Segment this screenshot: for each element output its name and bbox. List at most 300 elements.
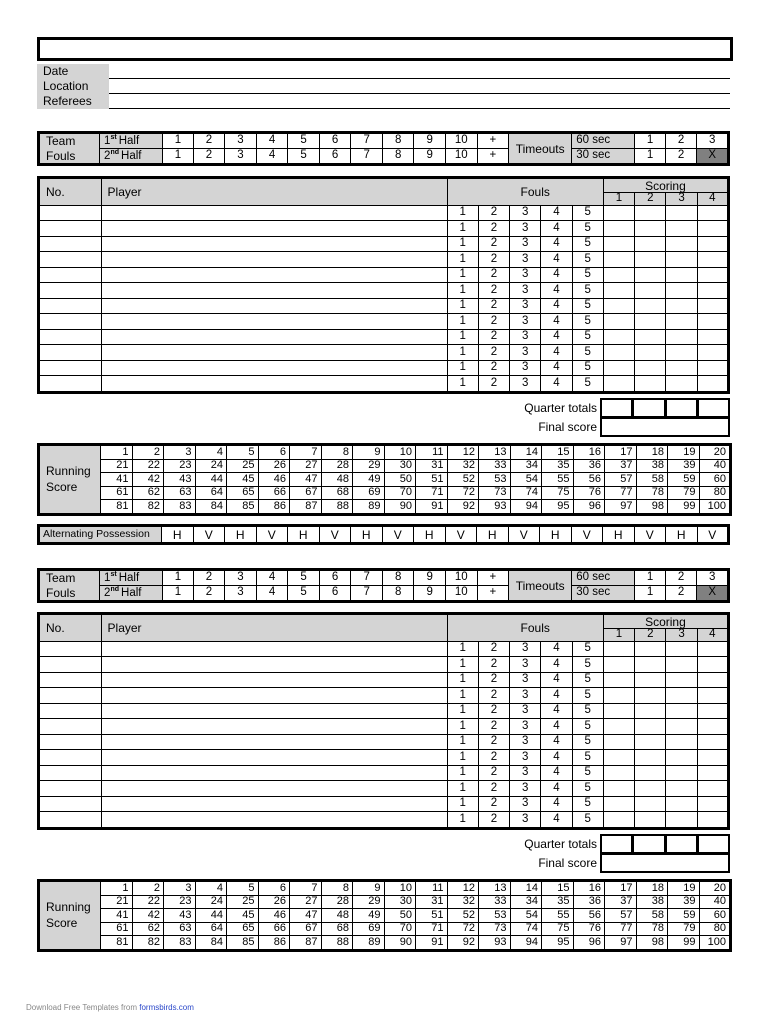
team-foul-box[interactable]: 7: [351, 149, 383, 165]
player-foul-box[interactable]: 2: [478, 298, 509, 314]
running-score-cell[interactable]: 70: [384, 486, 416, 500]
team-foul-box[interactable]: 5: [288, 570, 320, 586]
running-score-cell[interactable]: 56: [573, 473, 605, 487]
player-name-cell[interactable]: [101, 641, 447, 657]
quarter-total-box[interactable]: [602, 400, 631, 416]
running-score-cell[interactable]: 80: [699, 922, 731, 936]
team-foul-box[interactable]: 1: [163, 149, 194, 165]
running-score-cell[interactable]: 51: [416, 909, 448, 923]
running-score-cell[interactable]: 99: [668, 500, 700, 515]
player-foul-box[interactable]: 3: [510, 781, 541, 797]
running-score-cell[interactable]: 51: [416, 473, 448, 487]
team-foul-box[interactable]: 5: [288, 149, 320, 165]
player-foul-box[interactable]: 3: [510, 765, 541, 781]
quarter-score-cell[interactable]: [603, 376, 634, 393]
player-foul-box[interactable]: 2: [478, 750, 509, 766]
team-foul-box[interactable]: 1: [163, 133, 194, 149]
quarter-score-cell[interactable]: [666, 314, 697, 330]
running-score-cell[interactable]: 90: [384, 936, 416, 951]
player-foul-box[interactable]: 3: [510, 750, 541, 766]
quarter-score-cell[interactable]: [635, 360, 666, 376]
running-score-cell[interactable]: 63: [164, 922, 196, 936]
running-score-cell[interactable]: 48: [321, 909, 353, 923]
running-score-cell[interactable]: 7: [290, 445, 322, 460]
quarter-score-cell[interactable]: [603, 688, 634, 704]
quarter-score-cell[interactable]: [603, 205, 634, 221]
running-score-cell[interactable]: 28: [321, 895, 353, 909]
quarter-score-cell[interactable]: [697, 252, 728, 268]
running-score-cell[interactable]: 47: [290, 473, 322, 487]
quarter-score-cell[interactable]: [697, 236, 728, 252]
running-score-cell[interactable]: 95: [542, 936, 574, 951]
quarter-score-cell[interactable]: [603, 345, 634, 361]
quarter-score-cell[interactable]: [666, 298, 697, 314]
possession-box[interactable]: V: [508, 526, 540, 544]
quarter-score-cell[interactable]: [603, 781, 634, 797]
running-score-cell[interactable]: 33: [479, 895, 511, 909]
running-score-cell[interactable]: 13: [479, 445, 511, 460]
team-foul-box[interactable]: 9: [414, 586, 446, 602]
possession-box[interactable]: V: [193, 526, 225, 544]
quarter-score-cell[interactable]: [697, 657, 728, 673]
team-foul-box[interactable]: 1: [163, 570, 194, 586]
player-number-cell[interactable]: [39, 734, 102, 750]
running-score-cell[interactable]: 20: [699, 445, 731, 460]
running-score-cell[interactable]: 92: [447, 500, 479, 515]
quarter-score-cell[interactable]: [635, 657, 666, 673]
player-foul-box[interactable]: 3: [510, 734, 541, 750]
player-number-cell[interactable]: [39, 765, 102, 781]
player-name-cell[interactable]: [101, 236, 447, 252]
quarter-score-cell[interactable]: [635, 376, 666, 393]
team-foul-box[interactable]: 8: [382, 133, 414, 149]
running-score-cell[interactable]: 62: [132, 486, 164, 500]
player-name-cell[interactable]: [101, 750, 447, 766]
running-score-cell[interactable]: 83: [164, 500, 196, 515]
timeout-box[interactable]: 1: [635, 133, 666, 149]
running-score-cell[interactable]: 73: [479, 922, 511, 936]
footer-link[interactable]: formsbirds.com: [139, 1003, 194, 1012]
player-foul-box[interactable]: 5: [572, 283, 603, 299]
quarter-score-cell[interactable]: [603, 796, 634, 812]
player-foul-box[interactable]: 5: [572, 750, 603, 766]
running-score-cell[interactable]: 94: [510, 500, 542, 515]
team-foul-box[interactable]: 2: [193, 149, 225, 165]
team-foul-box[interactable]: 4: [256, 149, 288, 165]
possession-box[interactable]: V: [382, 526, 414, 544]
player-foul-box[interactable]: 5: [572, 703, 603, 719]
player-name-cell[interactable]: [101, 657, 447, 673]
player-number-cell[interactable]: [39, 376, 102, 393]
player-name-cell[interactable]: [101, 314, 447, 330]
running-score-cell[interactable]: 59: [668, 473, 700, 487]
running-score-cell[interactable]: 40: [699, 895, 731, 909]
running-score-cell[interactable]: 26: [258, 459, 290, 473]
timeout-box[interactable]: 2: [665, 133, 697, 149]
quarter-score-cell[interactable]: [666, 221, 697, 237]
player-foul-box[interactable]: 1: [447, 672, 478, 688]
running-score-cell[interactable]: 87: [290, 936, 322, 951]
running-score-cell[interactable]: 2: [132, 881, 164, 896]
player-foul-box[interactable]: 4: [541, 252, 572, 268]
running-score-cell[interactable]: 95: [542, 500, 574, 515]
running-score-cell[interactable]: 71: [416, 486, 448, 500]
running-score-cell[interactable]: 2: [132, 445, 164, 460]
running-score-cell[interactable]: 67: [290, 922, 322, 936]
running-score-cell[interactable]: 89: [353, 936, 385, 951]
running-score-cell[interactable]: 31: [416, 895, 448, 909]
possession-box[interactable]: V: [445, 526, 477, 544]
running-score-cell[interactable]: 19: [668, 881, 700, 896]
player-number-cell[interactable]: [39, 298, 102, 314]
running-score-cell[interactable]: 7: [290, 881, 322, 896]
timeout-box[interactable]: 2: [665, 586, 697, 602]
running-score-cell[interactable]: 43: [164, 909, 196, 923]
player-foul-box[interactable]: 4: [541, 657, 572, 673]
possession-box[interactable]: V: [634, 526, 666, 544]
player-number-cell[interactable]: [39, 703, 102, 719]
quarter-score-cell[interactable]: [666, 329, 697, 345]
quarter-score-cell[interactable]: [603, 734, 634, 750]
quarter-score-cell[interactable]: [697, 703, 728, 719]
running-score-cell[interactable]: 48: [321, 473, 353, 487]
running-score-cell[interactable]: 23: [164, 459, 196, 473]
quarter-score-cell[interactable]: [697, 221, 728, 237]
player-number-cell[interactable]: [39, 360, 102, 376]
player-number-cell[interactable]: [39, 283, 102, 299]
player-foul-box[interactable]: 1: [447, 703, 478, 719]
quarter-score-cell[interactable]: [666, 719, 697, 735]
quarter-score-cell[interactable]: [635, 796, 666, 812]
running-score-cell[interactable]: 24: [195, 895, 227, 909]
running-score-cell[interactable]: 14: [510, 445, 542, 460]
running-score-cell[interactable]: 29: [353, 459, 385, 473]
quarter-score-cell[interactable]: [603, 812, 634, 829]
player-foul-box[interactable]: 2: [478, 252, 509, 268]
team-foul-box[interactable]: 2: [193, 133, 225, 149]
player-foul-box[interactable]: 1: [447, 719, 478, 735]
player-number-cell[interactable]: [39, 672, 102, 688]
player-name-cell[interactable]: [101, 298, 447, 314]
possession-box[interactable]: H: [666, 526, 698, 544]
running-score-cell[interactable]: 64: [195, 922, 227, 936]
quarter-score-cell[interactable]: [666, 236, 697, 252]
team-foul-box[interactable]: +: [477, 149, 509, 165]
player-number-cell[interactable]: [39, 796, 102, 812]
team-foul-box[interactable]: +: [477, 586, 509, 602]
player-foul-box[interactable]: 3: [510, 329, 541, 345]
quarter-score-cell[interactable]: [603, 657, 634, 673]
quarter-score-cell[interactable]: [603, 283, 634, 299]
running-score-cell[interactable]: 43: [164, 473, 196, 487]
quarter-score-cell[interactable]: [697, 314, 728, 330]
running-score-cell[interactable]: 86: [258, 936, 290, 951]
running-score-cell[interactable]: 31: [416, 459, 448, 473]
player-foul-box[interactable]: 3: [510, 314, 541, 330]
quarter-score-cell[interactable]: [697, 781, 728, 797]
team-foul-box[interactable]: 6: [319, 586, 351, 602]
team-foul-box[interactable]: 7: [351, 133, 383, 149]
running-score-cell[interactable]: 4: [195, 445, 227, 460]
team-foul-box[interactable]: +: [477, 570, 509, 586]
quarter-score-cell[interactable]: [697, 750, 728, 766]
quarter-score-cell[interactable]: [603, 765, 634, 781]
team-foul-box[interactable]: 6: [319, 570, 351, 586]
team-foul-box[interactable]: 5: [288, 133, 320, 149]
player-foul-box[interactable]: 4: [541, 376, 572, 393]
player-foul-box[interactable]: 4: [541, 750, 572, 766]
running-score-cell[interactable]: 8: [321, 445, 353, 460]
running-score-cell[interactable]: 36: [573, 459, 605, 473]
player-foul-box[interactable]: 3: [510, 236, 541, 252]
quarter-score-cell[interactable]: [603, 641, 634, 657]
team-foul-box[interactable]: 8: [382, 149, 414, 165]
team-foul-box[interactable]: 8: [382, 586, 414, 602]
running-score-cell[interactable]: 66: [258, 922, 290, 936]
running-score-cell[interactable]: 21: [101, 895, 133, 909]
running-score-cell[interactable]: 82: [132, 936, 164, 951]
quarter-score-cell[interactable]: [666, 688, 697, 704]
player-foul-box[interactable]: 4: [541, 703, 572, 719]
player-foul-box[interactable]: 4: [541, 345, 572, 361]
player-foul-box[interactable]: 5: [572, 329, 603, 345]
running-score-cell[interactable]: 76: [573, 486, 605, 500]
player-foul-box[interactable]: 3: [510, 376, 541, 393]
player-foul-box[interactable]: 2: [478, 657, 509, 673]
running-score-cell[interactable]: 75: [542, 922, 574, 936]
quarter-score-cell[interactable]: [603, 750, 634, 766]
running-score-cell[interactable]: 83: [164, 936, 196, 951]
timeout-box[interactable]: 2: [665, 149, 697, 165]
player-foul-box[interactable]: 1: [447, 360, 478, 376]
quarter-total-box[interactable]: [631, 400, 663, 416]
running-score-cell[interactable]: 37: [605, 895, 637, 909]
quarter-score-cell[interactable]: [666, 205, 697, 221]
quarter-score-cell[interactable]: [635, 812, 666, 829]
running-score-cell[interactable]: 89: [353, 500, 385, 515]
quarter-score-cell[interactable]: [666, 641, 697, 657]
quarter-score-cell[interactable]: [666, 812, 697, 829]
player-number-cell[interactable]: [39, 812, 102, 829]
running-score-cell[interactable]: 6: [258, 881, 290, 896]
team-foul-box[interactable]: 3: [225, 586, 257, 602]
player-foul-box[interactable]: 3: [510, 283, 541, 299]
player-foul-box[interactable]: 2: [478, 703, 509, 719]
player-foul-box[interactable]: 5: [572, 781, 603, 797]
possession-box[interactable]: H: [225, 526, 257, 544]
running-score-cell[interactable]: 26: [258, 895, 290, 909]
running-score-cell[interactable]: 74: [510, 922, 542, 936]
running-score-cell[interactable]: 52: [447, 473, 479, 487]
quarter-score-cell[interactable]: [603, 267, 634, 283]
running-score-cell[interactable]: 59: [668, 909, 700, 923]
quarter-score-cell[interactable]: [666, 796, 697, 812]
running-score-cell[interactable]: 69: [353, 922, 385, 936]
player-foul-box[interactable]: 4: [541, 812, 572, 829]
player-foul-box[interactable]: 5: [572, 221, 603, 237]
quarter-score-cell[interactable]: [666, 657, 697, 673]
player-foul-box[interactable]: 2: [478, 781, 509, 797]
team-foul-box[interactable]: 9: [414, 149, 446, 165]
running-score-cell[interactable]: 49: [353, 909, 385, 923]
player-foul-box[interactable]: 2: [478, 734, 509, 750]
team-foul-box[interactable]: +: [477, 133, 509, 149]
running-score-cell[interactable]: 45: [227, 473, 259, 487]
running-score-cell[interactable]: 44: [195, 473, 227, 487]
running-score-cell[interactable]: 6: [258, 445, 290, 460]
quarter-score-cell[interactable]: [697, 205, 728, 221]
quarter-score-cell[interactable]: [603, 236, 634, 252]
possession-box[interactable]: H: [414, 526, 446, 544]
quarter-score-cell[interactable]: [635, 765, 666, 781]
running-score-cell[interactable]: 24: [195, 459, 227, 473]
quarter-score-cell[interactable]: [666, 267, 697, 283]
running-score-cell[interactable]: 22: [132, 459, 164, 473]
running-score-cell[interactable]: 88: [321, 500, 353, 515]
running-score-cell[interactable]: 75: [542, 486, 574, 500]
player-foul-box[interactable]: 1: [447, 298, 478, 314]
timeout-box[interactable]: 3: [697, 133, 729, 149]
possession-box[interactable]: H: [351, 526, 383, 544]
player-foul-box[interactable]: 4: [541, 236, 572, 252]
running-score-cell[interactable]: 61: [101, 486, 133, 500]
running-score-cell[interactable]: 28: [321, 459, 353, 473]
quarter-score-cell[interactable]: [635, 750, 666, 766]
quarter-score-cell[interactable]: [697, 376, 728, 393]
running-score-cell[interactable]: 55: [542, 473, 574, 487]
running-score-cell[interactable]: 54: [510, 909, 542, 923]
running-score-cell[interactable]: 57: [605, 909, 637, 923]
running-score-cell[interactable]: 97: [605, 936, 637, 951]
running-score-cell[interactable]: 92: [447, 936, 479, 951]
running-score-cell[interactable]: 10: [384, 445, 416, 460]
player-name-cell[interactable]: [101, 252, 447, 268]
running-score-cell[interactable]: 35: [542, 895, 574, 909]
running-score-cell[interactable]: 20: [699, 881, 731, 896]
player-foul-box[interactable]: 4: [541, 719, 572, 735]
running-score-cell[interactable]: 37: [605, 459, 637, 473]
quarter-score-cell[interactable]: [635, 641, 666, 657]
team-foul-box[interactable]: 3: [225, 149, 257, 165]
running-score-cell[interactable]: 13: [479, 881, 511, 896]
team-foul-box[interactable]: 4: [256, 570, 288, 586]
player-foul-box[interactable]: 3: [510, 252, 541, 268]
player-number-cell[interactable]: [39, 221, 102, 237]
possession-box[interactable]: V: [571, 526, 603, 544]
running-score-cell[interactable]: 49: [353, 473, 385, 487]
running-score-cell[interactable]: 46: [258, 909, 290, 923]
running-score-cell[interactable]: 42: [132, 473, 164, 487]
player-foul-box[interactable]: 1: [447, 283, 478, 299]
running-score-cell[interactable]: 84: [195, 936, 227, 951]
player-number-cell[interactable]: [39, 205, 102, 221]
running-score-cell[interactable]: 41: [101, 909, 133, 923]
running-score-cell[interactable]: 81: [101, 500, 133, 515]
running-score-cell[interactable]: 53: [479, 473, 511, 487]
team-foul-box[interactable]: 2: [193, 570, 225, 586]
running-score-cell[interactable]: 18: [636, 881, 668, 896]
player-name-cell[interactable]: [101, 205, 447, 221]
running-score-cell[interactable]: 69: [353, 486, 385, 500]
player-foul-box[interactable]: 2: [478, 205, 509, 221]
running-score-cell[interactable]: 66: [258, 486, 290, 500]
player-foul-box[interactable]: 4: [541, 688, 572, 704]
team-foul-box[interactable]: 7: [351, 586, 383, 602]
info-input-line[interactable]: [109, 108, 730, 109]
player-foul-box[interactable]: 2: [478, 236, 509, 252]
quarter-score-cell[interactable]: [635, 734, 666, 750]
player-name-cell[interactable]: [101, 703, 447, 719]
player-name-cell[interactable]: [101, 719, 447, 735]
running-score-cell[interactable]: 32: [447, 459, 479, 473]
player-name-cell[interactable]: [101, 672, 447, 688]
quarter-score-cell[interactable]: [603, 703, 634, 719]
quarter-score-cell[interactable]: [635, 298, 666, 314]
running-score-cell[interactable]: 62: [132, 922, 164, 936]
player-foul-box[interactable]: 4: [541, 314, 572, 330]
running-score-cell[interactable]: 93: [479, 936, 511, 951]
running-score-cell[interactable]: 27: [290, 895, 322, 909]
running-score-cell[interactable]: 65: [227, 922, 259, 936]
running-score-cell[interactable]: 39: [668, 895, 700, 909]
team-foul-box[interactable]: 9: [414, 133, 446, 149]
running-score-cell[interactable]: 63: [164, 486, 196, 500]
running-score-cell[interactable]: 77: [605, 486, 637, 500]
quarter-score-cell[interactable]: [603, 314, 634, 330]
running-score-cell[interactable]: 64: [195, 486, 227, 500]
player-foul-box[interactable]: 1: [447, 657, 478, 673]
running-score-cell[interactable]: 56: [573, 909, 605, 923]
player-foul-box[interactable]: 1: [447, 329, 478, 345]
team-foul-box[interactable]: 8: [382, 570, 414, 586]
running-score-cell[interactable]: 36: [573, 895, 605, 909]
player-foul-box[interactable]: 5: [572, 376, 603, 393]
running-score-cell[interactable]: 87: [290, 500, 322, 515]
running-score-cell[interactable]: 46: [258, 473, 290, 487]
player-foul-box[interactable]: 5: [572, 298, 603, 314]
team-foul-box[interactable]: 9: [414, 570, 446, 586]
player-foul-box[interactable]: 1: [447, 750, 478, 766]
player-name-cell[interactable]: [101, 765, 447, 781]
running-score-cell[interactable]: 61: [101, 922, 133, 936]
player-foul-box[interactable]: 5: [572, 657, 603, 673]
running-score-cell[interactable]: 84: [195, 500, 227, 515]
player-number-cell[interactable]: [39, 688, 102, 704]
running-score-cell[interactable]: 93: [479, 500, 511, 515]
quarter-score-cell[interactable]: [666, 345, 697, 361]
player-foul-box[interactable]: 4: [541, 298, 572, 314]
possession-box[interactable]: H: [477, 526, 509, 544]
running-score-cell[interactable]: 16: [573, 881, 605, 896]
running-score-cell[interactable]: 34: [510, 459, 542, 473]
timeout-box[interactable]: 2: [665, 570, 697, 586]
quarter-score-cell[interactable]: [603, 360, 634, 376]
player-foul-box[interactable]: 5: [572, 796, 603, 812]
player-foul-box[interactable]: 2: [478, 672, 509, 688]
running-score-cell[interactable]: 4: [195, 881, 227, 896]
running-score-cell[interactable]: 11: [416, 445, 448, 460]
running-score-cell[interactable]: 58: [636, 909, 668, 923]
player-foul-box[interactable]: 5: [572, 765, 603, 781]
team-foul-box[interactable]: 6: [319, 133, 351, 149]
player-foul-box[interactable]: 4: [541, 734, 572, 750]
running-score-cell[interactable]: 45: [227, 909, 259, 923]
quarter-score-cell[interactable]: [603, 672, 634, 688]
quarter-score-cell[interactable]: [697, 672, 728, 688]
player-foul-box[interactable]: 1: [447, 236, 478, 252]
player-name-cell[interactable]: [101, 283, 447, 299]
quarter-total-box[interactable]: [602, 836, 631, 852]
